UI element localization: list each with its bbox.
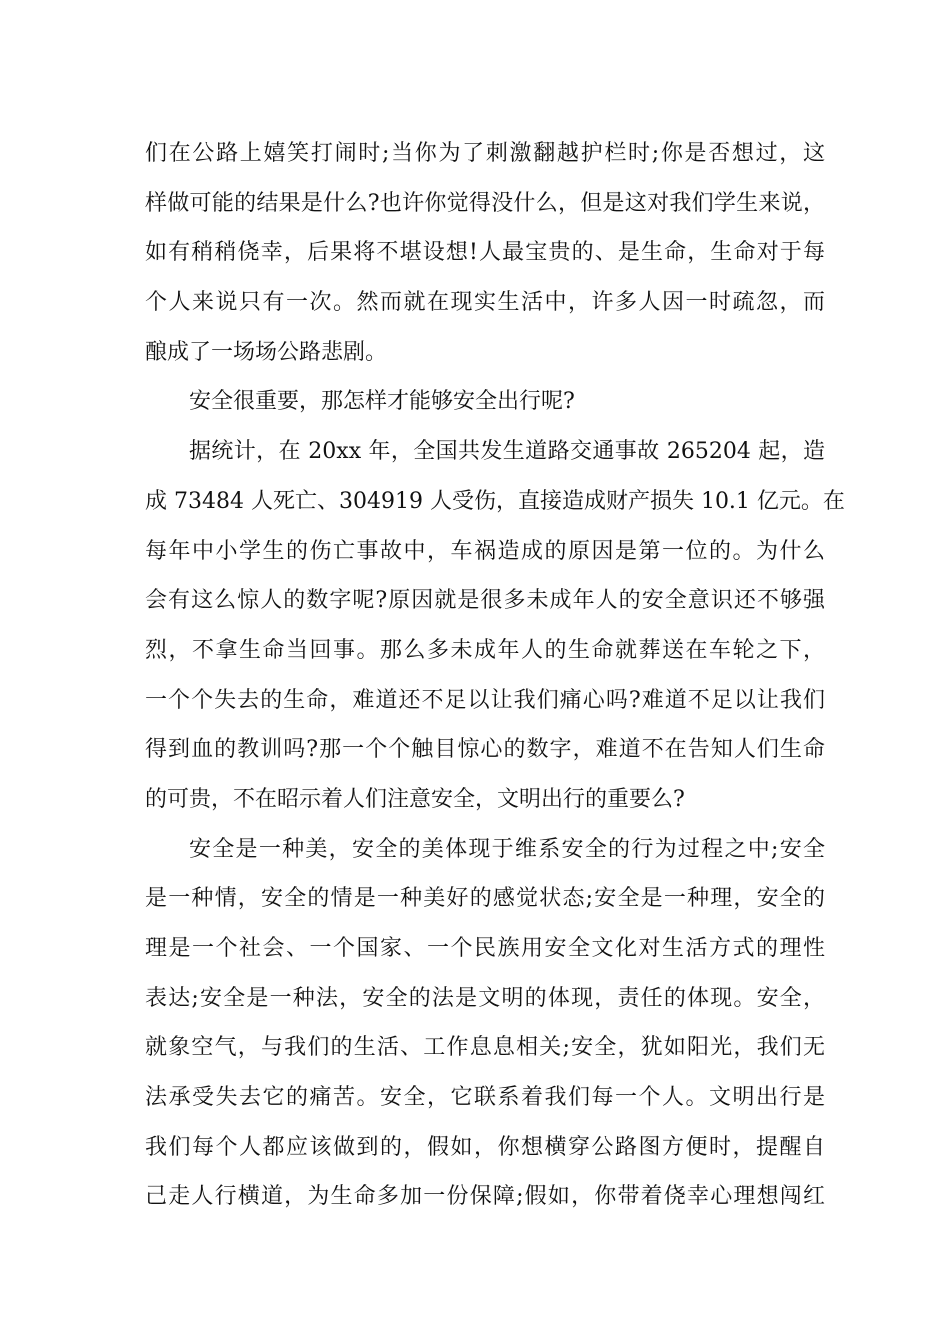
text-line: 据统计，在 20xx 年，全国共发生道路交通事故 265204 起，造 [189, 439, 825, 465]
text-line: 安全是一种美，安全的美体现于维系安全的行为过程之中;安全 [189, 836, 825, 862]
text-line: 安全很重要，那怎样才能够安全出行呢? [189, 389, 575, 415]
text-line: 一个个失去的生命，难道还不足以让我们痛心吗?难道不足以让我们 [145, 687, 825, 713]
text-line: 己走人行横道，为生命多加一份保障;假如，你带着侥幸心理想闯红 [145, 1184, 825, 1210]
text-line: 我们每个人都应该做到的，假如，你想横穿公路图方便时，提醒自 [145, 1134, 825, 1160]
text-line: 得到血的教训吗?那一个个触目惊心的数字，难道不在告知人们生命 [145, 737, 825, 763]
text-line: 的可贵，不在昭示着人们注意安全，文明出行的重要么? [145, 786, 685, 812]
text-line: 酿成了一场场公路悲剧。 [145, 339, 388, 365]
body-text [145, 129, 845, 1222]
text-line: 烈，不拿生命当回事。那么多未成年人的生命就葬送在车轮之下， [145, 637, 825, 663]
text-line: 们在公路上嬉笑打闹时;当你为了刺激翻越护栏时;你是否想过，这 [145, 141, 825, 166]
text-line: 会有这么惊人的数字呢?原因就是很多未成年人的安全意识还不够强 [145, 588, 825, 614]
text-line: 每年中小学生的伤亡事故中，车祸造成的原因是第一位的。为什么 [145, 538, 825, 564]
text-line: 表达;安全是一种法，安全的法是文明的体现，责任的体现。安全， [145, 985, 825, 1011]
text-line: 法承受失去它的痛苦。安全，它联系着我们每一个人。文明出行是 [145, 1085, 825, 1111]
text-line: 理是一个社会、一个国家、一个民族用安全文化对生活方式的理性 [145, 936, 825, 961]
text-line: 是一种情，安全的情是一种美好的感觉状态;安全是一种理，安全的 [145, 886, 825, 912]
text-line: 如有稍稍侥幸，后果将不堪设想!人最宝贵的、是生命，生命对于每 [145, 240, 825, 266]
text-line: 成 73484 人死亡、304919 人受伤，直接造成财产损失 10.1 亿元。在 [145, 488, 845, 514]
text-line: 样做可能的结果是什么?也许你觉得没什么，但是这对我们学生来说， [145, 190, 825, 216]
text-line: 个人来说只有一次。然而就在现实生活中，许多人因一时疏忽，而 [145, 290, 825, 316]
text-line: 就象空气，与我们的生活、工作息息相关;安全，犹如阳光，我们无 [145, 1035, 825, 1061]
